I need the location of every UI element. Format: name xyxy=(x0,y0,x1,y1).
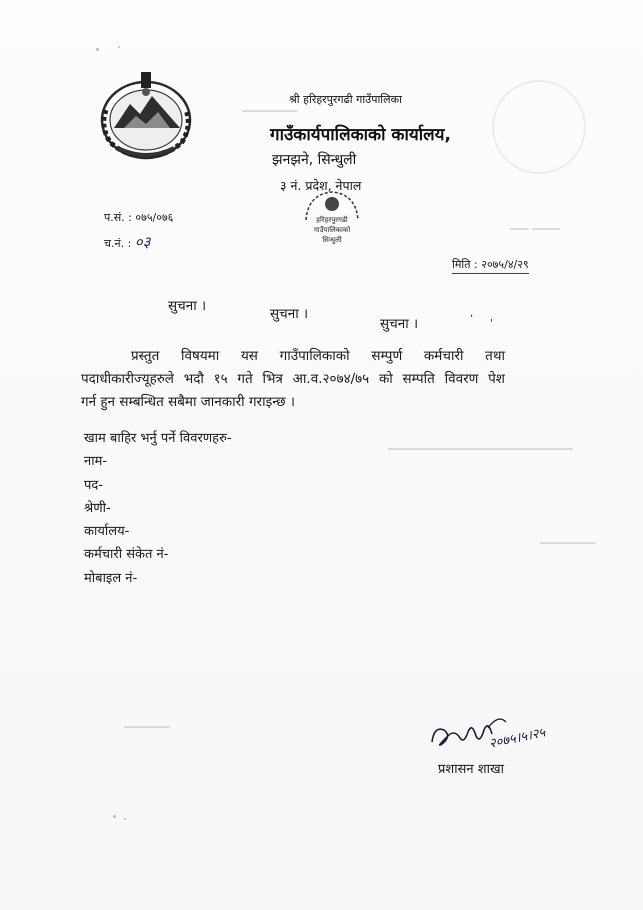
municipality-name: श्री हरिहरपुरगढी गाउँपालिका xyxy=(289,93,402,106)
field-employee-code: कर्मचारी संकेत नं- xyxy=(84,547,169,563)
ink-dot: ' xyxy=(490,318,493,329)
scan-speck xyxy=(113,815,116,818)
scan-speck xyxy=(118,46,120,48)
body-line-1: प्रस्तुत विषयमा यस गाउँपालिकाको सम्पुर्ण कर्मचारी तथा xyxy=(131,348,505,364)
fields-heading: खाम बाहिर भर्नु पर्ने विवरणहरु- xyxy=(84,431,232,446)
signature-date: २०७५।५।२५ xyxy=(487,725,547,752)
office-location: झनझने, सिन्धुली xyxy=(272,152,357,168)
field-name: नाम- xyxy=(84,454,108,470)
dispatch-number-value: ०३ xyxy=(134,233,151,251)
nepal-emblem-icon xyxy=(94,70,198,164)
office-province: ३ नं. प्रदेश, नेपाल xyxy=(280,178,362,193)
issuing-section: प्रशासन शाखा xyxy=(438,762,504,777)
ghost-text: ▁▁▁▁▁ xyxy=(124,714,171,728)
notice-heading-2: सुचना । xyxy=(270,306,309,322)
notice-heading-3: सुचना । xyxy=(380,316,419,332)
ghost-text: ▁▁ ▁▁▁ xyxy=(510,216,560,230)
body-line-2: पदाधीकारीज्यूहरुले भदौ १५ गते भित्र आ.व.२०७४/७५ को सम्पति विवरण पेश xyxy=(81,371,505,387)
letter-date: मिति : २०७५/४/२९ xyxy=(452,257,529,274)
ghost-text: ▁▁▁▁▁▁ xyxy=(242,98,298,112)
ghost-text: ▁▁▁▁▁▁▁▁▁▁▁▁▁▁▁▁▁▁▁▁ xyxy=(388,436,573,450)
stamp-line-3: सिन्धुली xyxy=(322,236,342,244)
body-line-3: गर्न हुन सम्बन्धित सबैमा जानकारी गराइन्छ । xyxy=(81,394,295,410)
stamp-line-2: गाउँपालिकाको xyxy=(313,226,351,234)
letter-dispatch-number xyxy=(104,232,150,252)
ink-dot: , xyxy=(470,308,474,319)
envelope-fields-list xyxy=(84,427,232,590)
field-mobile: मोबाइल नं- xyxy=(84,570,138,586)
dispatch-number-label: च.नं. : xyxy=(104,237,132,250)
ghost-emblem xyxy=(492,80,586,174)
letter-fiscal-year: प.सं. : ०७५/०७६ xyxy=(104,211,174,224)
notice-heading-1: सुचना । xyxy=(168,298,207,314)
field-office: कार्यालय- xyxy=(84,524,130,540)
field-post: पद- xyxy=(84,477,103,493)
ghost-text: ▁▁▁▁▁▁ xyxy=(540,530,596,544)
stamp-line-1: हरिहरपुरगढी xyxy=(316,216,348,224)
office-name: गाउँकार्यपालिकाको कार्यालय, xyxy=(270,125,451,145)
field-grade: श्रेणी- xyxy=(84,500,111,516)
handwritten-signature xyxy=(428,708,578,756)
office-stamp xyxy=(296,186,368,250)
scan-speck xyxy=(124,818,126,820)
scan-speck xyxy=(96,48,99,51)
